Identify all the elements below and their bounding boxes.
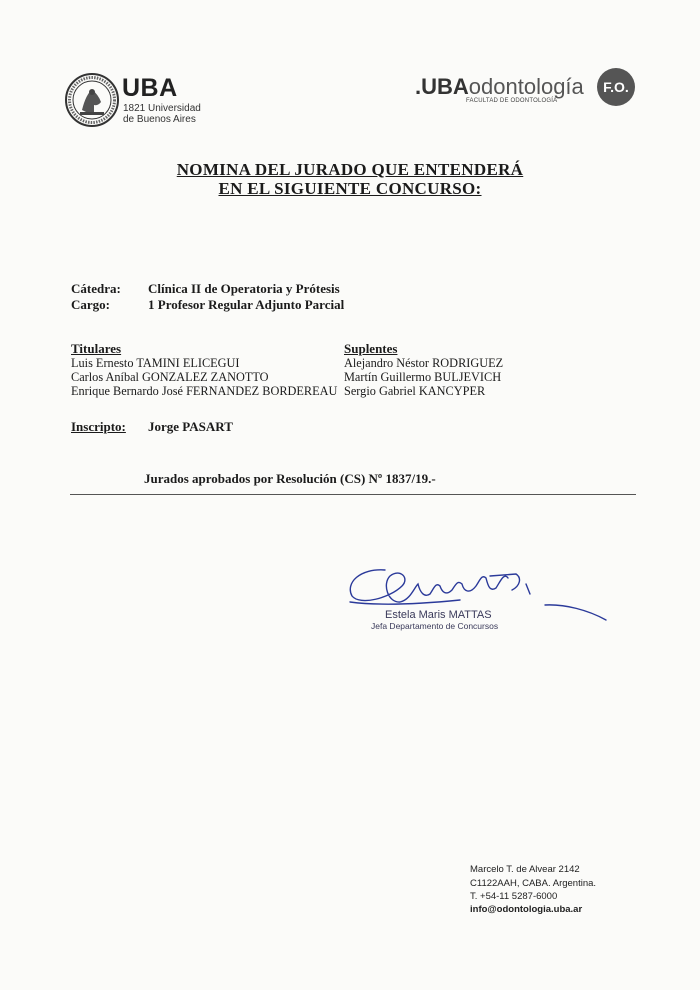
titular-name: Carlos Aníbal GONZALEZ ZANOTTO [71,370,269,384]
uba-subtitle-line2: de Buenos Aires [123,114,196,125]
suplente-name: Alejandro Néstor RODRIGUEZ [344,356,504,370]
cargo-label: Cargo: [71,297,110,312]
inscripto-value: Jorge PASART [148,419,233,434]
titular-name: Enrique Bernardo José FERNANDEZ BORDEREAU [71,384,338,398]
horizontal-divider [70,494,636,495]
faculty-brand-light: odontología [468,74,584,99]
address-phone: T. +54-11 5287-6000 [470,891,558,902]
signatory-title: Jefa Departamento de Concursos [371,621,499,631]
address-line2: C1122AAH, CABA. Argentina. [470,878,597,889]
signatory-name: Estela Maris MATTAS [385,609,492,621]
inscripto-label: Inscripto: [71,419,126,434]
cargo-value: 1 Profesor Regular Adjunto Parcial [148,297,345,312]
document-title-line2: EN EL SIGUIENTE CONCURSO: [218,179,482,198]
uba-subtitle-line1: 1821 Universidad [123,103,201,114]
faculty-brand [415,74,584,100]
address-line1: Marcelo T. de Alvear 2142 [470,864,580,875]
uba-seal-logo [64,72,120,128]
titulares-heading: Titulares [71,341,122,356]
suplente-name: Martín Guillermo BULJEVICH [344,370,502,384]
fo-badge-logo: F.O. [597,68,635,106]
uba-brand: UBA [122,74,178,102]
faculty-brand-bold: .UBA [415,74,469,99]
titular-name: Luis Ernesto TAMINI ELICEGUI [71,356,240,370]
suplente-name: Sergio Gabriel KANCYPER [344,384,486,398]
resolucion-text: Jurados aprobados por Resolución (CS) Nº 1837/19.- [144,471,436,486]
faculty-subtitle: FACULTAD DE ODONTOLOGÍA [466,98,558,104]
catedra-label: Cátedra: [71,281,121,296]
suplentes-heading: Suplentes [344,341,398,356]
address-email: info@odontologia.uba.ar [470,904,583,915]
catedra-value: Clínica II de Operatoria y Prótesis [148,281,340,296]
document-title-line1: NOMINA DEL JURADO QUE ENTENDERÁ [176,160,524,179]
